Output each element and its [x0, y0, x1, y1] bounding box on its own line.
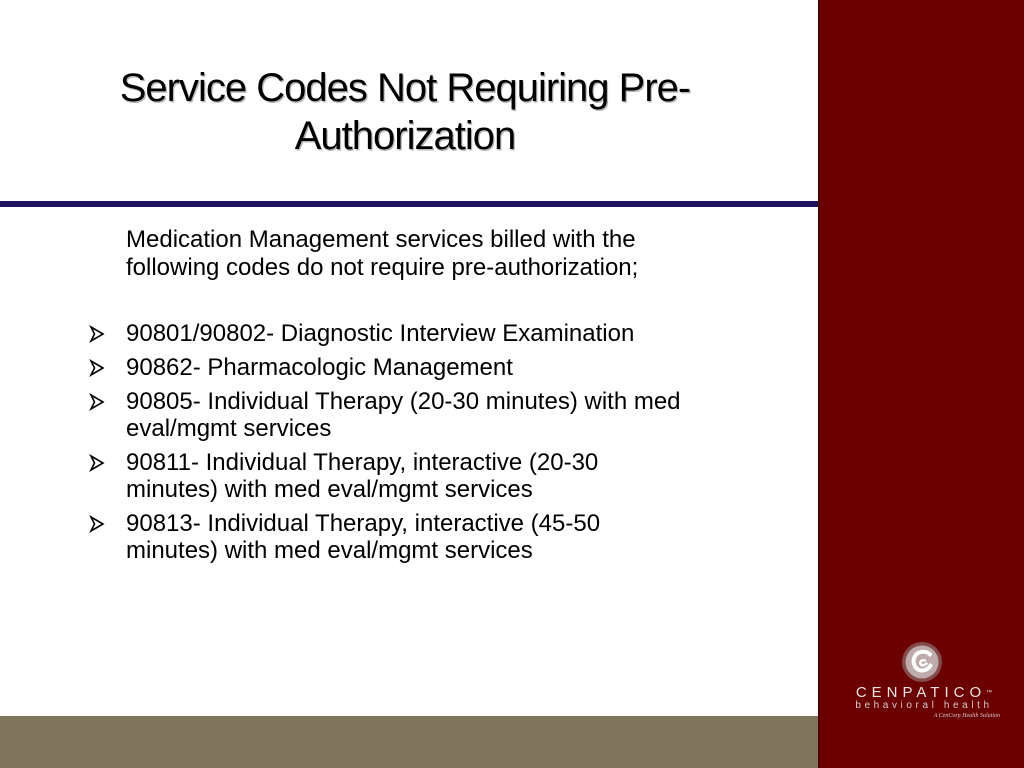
service-code-list [0, 320, 818, 571]
arrowhead-bullet-icon [88, 393, 106, 411]
list-item-text-line-2: minutes) with med eval/mgmt services [126, 476, 533, 503]
slide-title [40, 64, 770, 160]
logo-wordmark [836, 685, 1012, 701]
title-divider [0, 201, 818, 207]
list-item-text-line-1: 90811- Individual Therapy, interactive (20-30 [126, 449, 599, 476]
list-item [0, 449, 806, 503]
arrowhead-bullet-icon [88, 359, 106, 377]
list-item-text-line-2: minutes) with med eval/mgmt services [126, 537, 533, 564]
arrowhead-bullet-icon [88, 454, 106, 472]
logo-subtagline: A CenCorp Health Solution [933, 713, 1000, 719]
list-item [0, 510, 806, 564]
list-item-text-line-1: 90862- Pharmacologic Management [126, 354, 513, 381]
footer-band [0, 716, 818, 768]
logo-wordmark-text: CENPATICO [855, 684, 987, 701]
logo-trademark: ™ [986, 690, 993, 696]
list-item-text-line-1: 90805- Individual Therapy (20-30 minutes) with med [126, 388, 681, 415]
intro-paragraph [126, 226, 786, 282]
list-item-text-line-2: eval/mgmt services [126, 415, 332, 442]
list-item-text-line-1: 90801/90802- Diagnostic Interview Examination [126, 320, 635, 347]
arrowhead-bullet-icon [88, 515, 106, 533]
list-item-text-line-1: 90813- Individual Therapy, interactive (45-50 [126, 510, 601, 537]
slide-title-line-1: Service Codes Not Requiring Pre- [119, 66, 691, 110]
slide-title-line-2: Authorization [294, 114, 516, 158]
list-item [0, 320, 806, 347]
side-panel-edge [818, 0, 820, 768]
list-item [0, 354, 806, 381]
intro-line-1: Medication Management services billed with the [126, 226, 636, 253]
cenpatico-c-logo-icon [900, 640, 944, 684]
logo-tagline: behavioral health [855, 700, 993, 711]
arrowhead-bullet-icon [88, 325, 106, 343]
cenpatico-logo [836, 640, 1012, 726]
list-item [0, 388, 806, 442]
intro-line-2: following codes do not require pre-authorization; [126, 254, 639, 281]
